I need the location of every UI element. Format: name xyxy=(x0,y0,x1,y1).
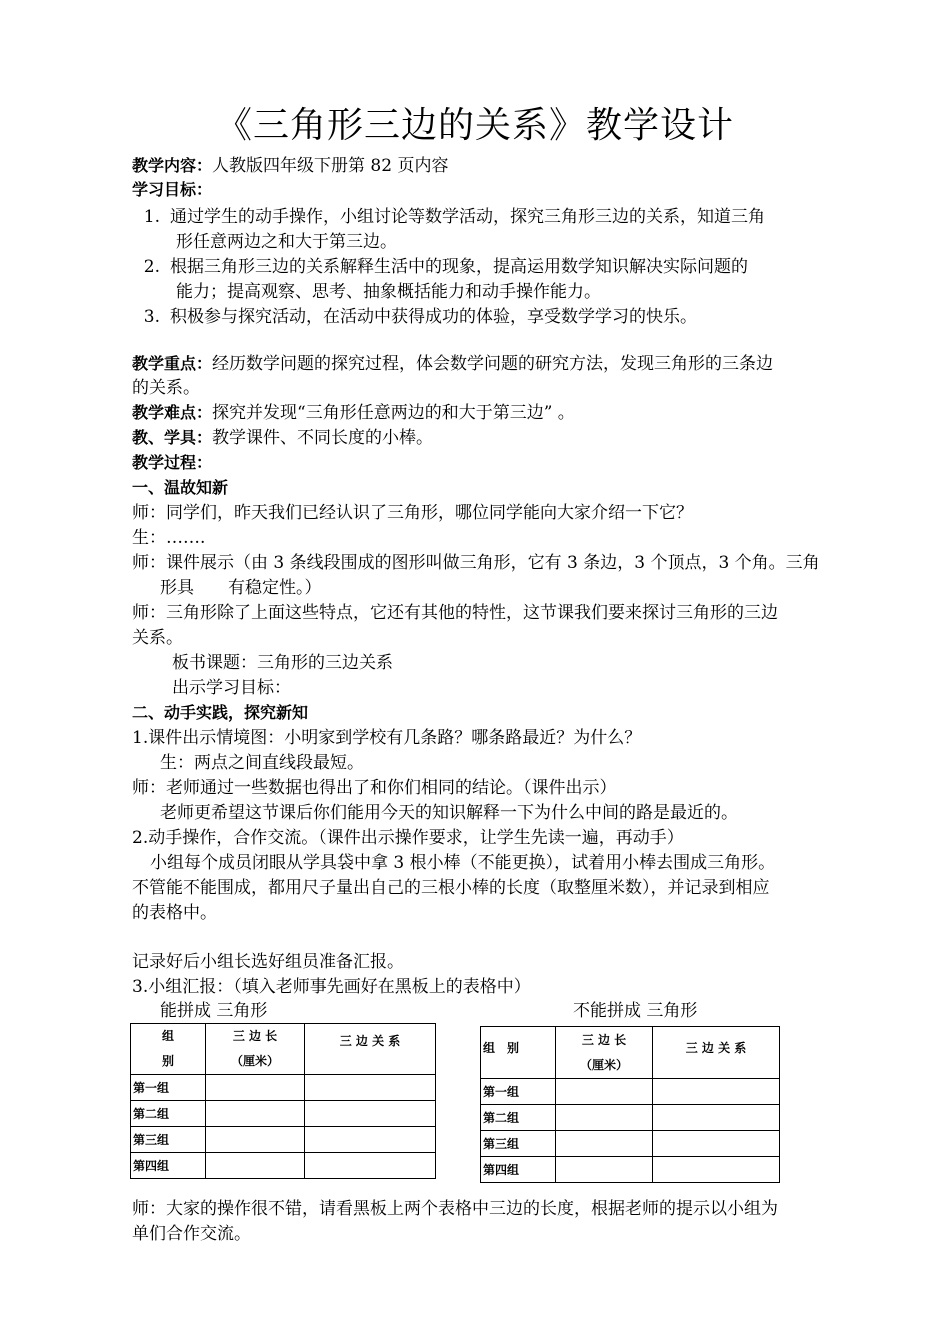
row-label: 第一组 xyxy=(131,1075,206,1101)
cell xyxy=(653,1131,780,1157)
difficulty-text: 探究并发现“三角形任意两边的和大于第三边” 。 xyxy=(212,403,575,423)
right-table-caption: 不能拼成 三角形 xyxy=(573,1001,698,1021)
section-2-heading: 二、动手实践，探究新知 xyxy=(132,703,309,722)
objective-text: 根据三角形三边的关系解释生活中的现象，提高运用数学知识解决实际问题的 xyxy=(170,257,748,277)
content-text: 人教版四年级下册第 82 页内容 xyxy=(212,156,449,176)
step-line: 老师更希望这节课后你们能用今天的知识解释一下为什么中间的路是最近的。 xyxy=(160,803,738,823)
header-relation: 三 边 关 系 xyxy=(653,1027,780,1079)
page-title: 《三角形三边的关系》教学设计 xyxy=(215,105,734,146)
cell xyxy=(206,1075,305,1101)
row-label: 第二组 xyxy=(131,1101,206,1127)
objective-number: 1. xyxy=(143,207,160,227)
row-label: 第四组 xyxy=(131,1153,206,1179)
cell xyxy=(206,1127,305,1153)
left-table-caption: 能拼成 三角形 xyxy=(160,1001,268,1021)
cell xyxy=(206,1101,305,1127)
step-line: 记录好后小组长选好组员准备汇报。 xyxy=(132,952,404,972)
difficulty-line xyxy=(132,401,846,425)
key-point-text: 经历数学问题的探究过程，体会数学问题的研究方法，发现三角形的三条边 xyxy=(212,354,774,374)
cell xyxy=(556,1131,653,1157)
step-line: 的表格中。 xyxy=(132,903,217,923)
objective-number: 2. xyxy=(143,257,160,277)
cannot-form-table xyxy=(480,1026,780,1183)
dialog-line: 师：课件展示（由 3 条线段围成的图形叫做三角形，它有 3 条边，3 个顶点，3 个角。三角 xyxy=(132,553,820,573)
show-objectives-line: 出示学习目标： xyxy=(172,678,291,698)
cell xyxy=(305,1075,436,1101)
row-label: 第四组 xyxy=(481,1157,556,1183)
can-form-table xyxy=(130,1023,436,1179)
cell xyxy=(305,1153,436,1179)
cell xyxy=(556,1157,653,1183)
objectives-label: 学习目标： xyxy=(132,180,213,199)
dialog-line: 师：同学们，昨天我们已经认识了三角形，哪位同学能向大家介绍一下它？ xyxy=(132,503,693,523)
row-label: 第三组 xyxy=(481,1131,556,1157)
objective-2 xyxy=(132,255,846,279)
closing-line: 师：大家的操作很不错，请看黑板上两个表格中三边的长度，根据老师的提示以小组为 xyxy=(132,1199,778,1219)
process-label: 教学过程： xyxy=(132,453,213,472)
step-line: 3.小组汇报：（填入老师事先画好在黑板上的表格中） xyxy=(132,977,531,997)
step-line: 生：两点之间直线段最短。 xyxy=(160,753,364,773)
cell xyxy=(556,1079,653,1105)
row-label: 第二组 xyxy=(481,1105,556,1131)
step-line: 2.动手操作，合作交流。（课件出示操作要求，让学生先读一遍，再动手） xyxy=(132,828,684,848)
cell xyxy=(653,1079,780,1105)
key-point-cont: 的关系。 xyxy=(132,378,200,398)
cell xyxy=(305,1101,436,1127)
content-label: 教学内容： xyxy=(132,156,213,175)
cell xyxy=(653,1157,780,1183)
header-relation: 三 边 关 系 xyxy=(305,1024,436,1075)
tools-line xyxy=(132,426,846,450)
content-line xyxy=(132,154,846,178)
row-label: 第一组 xyxy=(481,1079,556,1105)
dialog-line: 生：……. xyxy=(132,528,206,548)
dialog-line: 关系。 xyxy=(132,628,183,648)
board-title-line: 板书课题：三角形的三边关系 xyxy=(172,653,393,673)
dialog-line: 师：三角形除了上面这些特点，它还有其他的特性，这节课我们要来探讨三角形的三边 xyxy=(132,603,778,623)
cell xyxy=(206,1153,305,1179)
row-label: 第三组 xyxy=(131,1127,206,1153)
objective-number: 3. xyxy=(143,307,160,327)
step-line: 不管能不能围成，都用尺子量出自己的三根小棒的长度（取整厘米数），并记录到相应 xyxy=(132,878,770,898)
step-line: 小组每个成员闭眼从学具袋中拿 3 根小棒（不能更换），试着用小棒去围成三角形。 xyxy=(150,853,776,873)
cell xyxy=(305,1127,436,1153)
header-group: 组 别 xyxy=(481,1027,556,1079)
section-1-heading: 一、温故知新 xyxy=(132,478,229,497)
closing-line: 单们合作交流。 xyxy=(132,1224,251,1244)
key-point-line xyxy=(132,352,846,376)
header-length: 三 边 长 （厘米） xyxy=(206,1024,305,1075)
objective-text: 通过学生的动手操作，小组讨论等数学活动，探究三角形三边的关系，知道三角 xyxy=(170,207,765,227)
header-length: 三 边 长 （厘米） xyxy=(556,1027,653,1079)
step-line: 1.课件出示情境图：小明家到学校有几条路？哪条路最近？为什么？ xyxy=(132,728,642,748)
objective-text: 积极参与探究活动，在活动中获得成功的体验，享受数学学习的快乐。 xyxy=(170,307,697,327)
step-line: 师：老师通过一些数据也得出了和你们相同的结论。（课件出示） xyxy=(132,778,617,798)
objective-2-cont: 能力；提高观察、思考、抽象概括能力和动手操作能力。 xyxy=(176,282,601,302)
difficulty-label: 教学难点： xyxy=(132,403,213,422)
tools-label: 教、学具： xyxy=(132,428,213,447)
objective-1 xyxy=(132,205,846,229)
cell xyxy=(653,1105,780,1131)
key-point-label: 教学重点： xyxy=(132,354,213,373)
objective-3 xyxy=(132,305,846,329)
objective-1-cont: 形任意两边之和大于第三边。 xyxy=(176,232,397,252)
cell xyxy=(556,1105,653,1131)
tools-text: 教学课件、不同长度的小棒。 xyxy=(212,428,434,448)
dialog-line: 形具 有稳定性。） xyxy=(160,578,322,598)
header-group: 组 别 xyxy=(131,1024,206,1075)
